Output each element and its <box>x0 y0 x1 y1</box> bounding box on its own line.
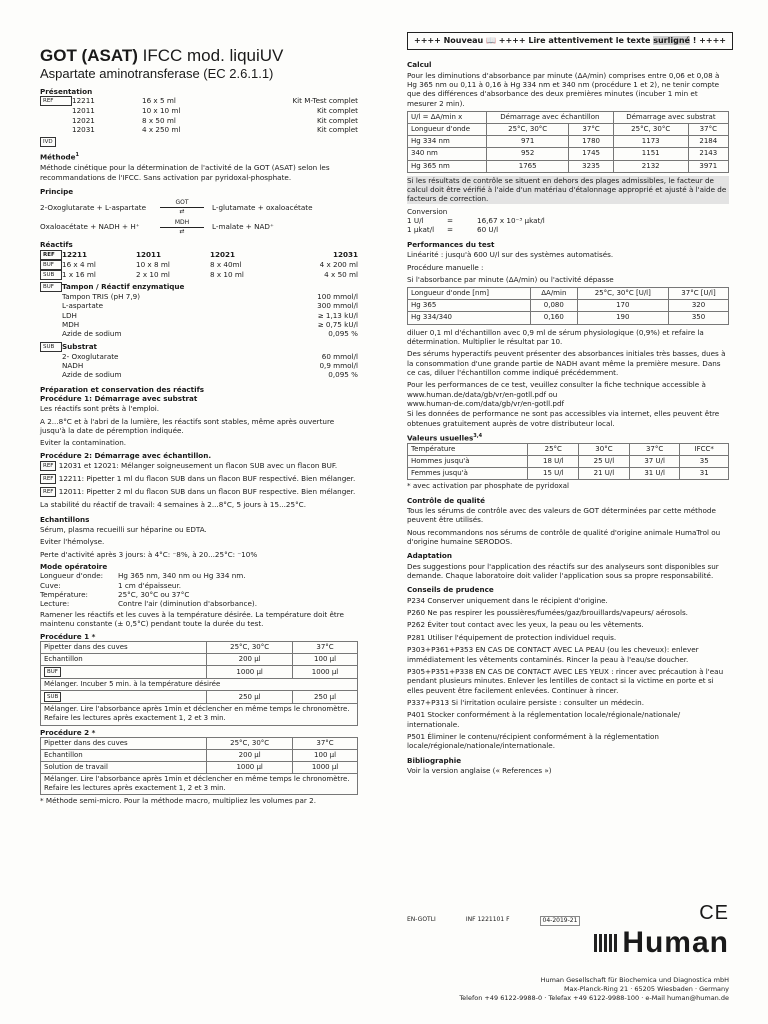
cq-text-1: Tous les sérums de contrôle avec des valeurs de GOT déterminées par cette méthode peuvent être utilisés. <box>407 505 716 525</box>
reaction-arrow-1: GOT ⇄ <box>160 199 204 216</box>
prudence-item: P281 Utiliser l'équipement de protection individuel requis. <box>407 632 617 642</box>
perf-text-2: Procédure manuelle : <box>407 262 484 272</box>
doc-code: EN-GOTLI <box>407 916 436 924</box>
p1-heading: Procédure 1 * <box>40 631 96 641</box>
p2-note-cell: Mélanger. Lire l'absorbance après 1min et déclencher en même temps le chronomètre. Refaire les lectures après exactement 1, 2 et 3 min. <box>41 774 358 795</box>
perf-cell: 0,080 <box>531 300 578 312</box>
calc-cell: 1151 <box>613 148 688 160</box>
p2-row-cell: Solution de travail <box>41 762 207 774</box>
presentation-kit: Kit complet <box>317 115 358 125</box>
mode-list <box>40 571 358 608</box>
biblio-heading: Bibliographie <box>407 755 462 765</box>
composition-name: L-aspartate <box>62 301 104 311</box>
reactifs-col-header: 12031 <box>332 249 358 259</box>
proc2-text-a: REF 12031 et 12021: Mélanger soigneusement un flacon SUB avec un flacon BUF. <box>40 461 358 471</box>
sub-block: SUB Substrat 2- Oxoglutarate 60 mmol/l NADH 0,9 mmol/l Azide de sodium 0,095 % <box>40 342 358 380</box>
reactifs-table <box>40 250 358 280</box>
p2-header-cell: Pipetter dans des cuves <box>41 737 207 749</box>
composition-name: LDH <box>62 310 77 320</box>
brand-logo: Human <box>622 926 729 959</box>
perf-row <box>408 312 729 324</box>
prudence-item: P305+P351+P338 EN CAS DE CONTACT AVEC LES YEUX : rincer avec précaution à l'eau pendant plusieurs minutes. Enlever les lentilles de contact si la victime en porte et si elles peuvent être facilement enlevées. Continuer à rincer. <box>407 666 724 695</box>
prudence-item: P260 Ne pas respirer les poussières/fumées/gaz/brouillards/vapeurs/ aérosols. <box>407 608 688 618</box>
composition-row <box>40 361 358 370</box>
ivd-badge: IVD <box>40 137 56 147</box>
valeurs-header-cell: 30°C <box>579 443 630 455</box>
ref-badge <box>40 116 72 125</box>
perf-text-4: diluer 0,1 ml d'échantillon avec 0,9 ml de sérum physiologique (0,9%) et refaire la détermination. Multiplier le résultat par 10. <box>407 327 704 346</box>
mode-row <box>40 581 358 590</box>
p1-row-cell: Echantillon <box>41 653 207 665</box>
left-column <box>40 46 358 809</box>
composition-row <box>40 320 358 329</box>
valeurs-cell: 31 <box>680 468 729 480</box>
perf-header-cell: Longueur d'onde [nm] <box>408 288 531 300</box>
p1-row-cell <box>41 666 207 679</box>
p1-row-cell: 200 µl <box>207 653 293 665</box>
perf-header-cell: 37°C [U/l] <box>669 288 729 300</box>
reactifs-heading: Réactifs <box>40 240 73 250</box>
mode-note: Ramener les réactifs et les cuves à la température désirée. La température doit être maintenu constante (± 0,5°C) pendant toute la durée du test. <box>40 609 344 629</box>
p2-row-cell: 100 µl <box>293 749 358 761</box>
valeurs-header-cell: IFCC* <box>680 443 729 455</box>
p2-note <box>41 774 358 795</box>
ref-badge <box>40 96 72 106</box>
proc2-text-c: REF 12011: Pipetter 2 ml du flacon SUB dans un flacon BUF respective. Bien mélanger. <box>40 487 358 497</box>
book-icon: 📖 <box>486 36 496 45</box>
valeurs-cell: 25 U/l <box>579 455 630 467</box>
presentation-row <box>40 106 358 115</box>
valeurs-header-cell: Température <box>408 443 528 455</box>
calc-subheader-cell: 37°C <box>569 124 613 136</box>
valeurs-header-cell: 25°C <box>528 443 579 455</box>
reactifs-cell: 1 x 16 ml <box>62 269 96 279</box>
proc2-heading: Procédure 2: Démarrage avec échantillon. <box>40 450 212 460</box>
p1-row <box>41 691 358 704</box>
perf-text-7: Si les données de performance ne sont pas accessibles via internet, elles peuvent être obtenues gratuitement auprès de votre distributeur local. <box>407 409 720 428</box>
calc-row <box>408 148 729 160</box>
p1-header-cell: Pipetter dans des cuves <box>41 641 207 653</box>
inf-code: INF 1221101 F <box>465 916 510 924</box>
composition-value: 100 mmol/l <box>317 291 358 301</box>
page-title: GOT (ASAT) IFCC mod. liquiUV <box>40 46 284 65</box>
perf-header <box>408 288 729 300</box>
mode-row <box>40 590 358 599</box>
perf-table <box>407 287 729 324</box>
composition-name: MDH <box>62 319 80 329</box>
conversion-list <box>407 216 729 235</box>
calc-subheader <box>408 124 729 136</box>
presentation-code: 12011 <box>72 106 95 116</box>
ech-text-2: Eviter l'hémolyse. <box>40 537 105 547</box>
date-code: 04-2019-21 <box>540 916 581 926</box>
perf-cell: Hg 334/340 <box>408 312 531 324</box>
p2-row <box>41 762 358 774</box>
perf-text-6: Pour les performances de ce test, veuillez consulter la fiche technique accessible à www.human.de/data/gb/vr/en-gotll.pdf ou www.human-de.com/data/gb/vr/en-gotll.pdf <box>407 380 706 409</box>
p2-row-cell: 1000 µl <box>293 762 358 774</box>
perf-cell: 0,160 <box>531 312 578 324</box>
reactifs-col-header: 12021 <box>210 249 236 259</box>
reaction-arrow-2: MDH ⇄ <box>160 219 204 236</box>
calc-cell: 1745 <box>569 148 613 160</box>
conversion-unit: 1 µkat/l <box>407 225 435 235</box>
p1-header-cell: 25°C, 30°C <box>207 641 293 653</box>
calc-cell: 2143 <box>688 148 728 160</box>
reagent-label: BUF <box>44 667 61 677</box>
methode-heading: Méthode$^1$ <box>40 152 80 162</box>
presentation-qty: 8 x 50 ml <box>142 115 176 125</box>
reactifs-col-header: 12011 <box>136 249 162 259</box>
p2-header-cell: 37°C <box>293 737 358 749</box>
valeurs-row <box>408 455 729 467</box>
calc-header-cell: Démarrage avec échantillon <box>486 112 613 124</box>
conversion-eq: = <box>447 216 454 226</box>
calc-cell: Hg 365 nm <box>408 160 487 172</box>
calc-row <box>408 136 729 148</box>
p1-row-cell: 1000 µl <box>293 666 358 679</box>
calc-header <box>408 112 729 124</box>
buf-block: BUF Tampon / Réactif enzymatique Tampon TRIS (pH 7,9) 100 mmol/l L-aspartate 300 mmol/l LDH ≥ 1,13 kU/l MDH ≥ 0,75 kU/l Azide de sodium 0,095 % <box>40 282 358 339</box>
valeurs-cell: Femmes jusqu'à <box>408 468 528 480</box>
calc-cell: 1765 <box>486 160 568 172</box>
biblio-text: Voir la version anglaise (« References ») <box>407 766 552 776</box>
perf-cell: 170 <box>577 300 668 312</box>
ref-badge <box>40 125 72 134</box>
composition-row <box>40 292 358 301</box>
calcul-heading: Calcul <box>407 60 432 70</box>
composition-value: 300 mmol/l <box>317 301 358 311</box>
proc1-text-3: Eviter la contamination. <box>40 438 127 448</box>
calc-subheader-cell: 25°C, 30°C <box>613 124 688 136</box>
calc-cell: 340 nm <box>408 148 487 160</box>
adapt-text: Des suggestions pour l'application des réactifs sur des analyseurs sont disponibles sur demande. Chaque laboratoire doit valider l'application sous sa propre responsabilité. <box>407 561 719 581</box>
mode-value: 1 cm d'épaisseur. <box>118 580 182 590</box>
composition-value: ≥ 1,13 kU/l <box>317 310 358 320</box>
composition-row <box>40 311 358 320</box>
conversion-row <box>407 216 729 225</box>
p1-header <box>41 641 358 653</box>
mode-row <box>40 571 358 580</box>
mode-value: Contre l'air (diminution d'absorbance). <box>118 599 258 609</box>
conversion-value: 60 U/l <box>477 225 499 235</box>
perf-header-cell: 25°C, 30°C [U/l] <box>577 288 668 300</box>
reactifs-cell: 2 x 10 ml <box>136 269 170 279</box>
ref-label: REF <box>40 250 62 260</box>
prudence-heading: Conseils de prudence <box>407 585 494 595</box>
perf-link-2[interactable]: www.human-de.com/data/gb/vr/en-gotll.pdf <box>407 399 565 409</box>
composition-name: Azide de sodium <box>62 370 122 380</box>
perf-text-3: Si l'absorbance par minute (ΔA/min) ou l'activité dépasse <box>407 274 614 284</box>
reagent-label: BUF <box>40 260 62 270</box>
proc2-text-b: REF 12211: Pipetter 1 ml du flacon SUB dans un flacon BUF respectivé. Bien mélanger. <box>40 474 358 484</box>
p2-row <box>41 749 358 761</box>
conversion-eq: = <box>447 225 454 235</box>
mode-key: Lecture: <box>40 599 70 609</box>
ref-badge <box>40 106 72 115</box>
cq-text-2: Nous recommandons nos sérums de contrôle de qualité d'origine animale HumaTrol ou d'origine humaine SERODOS. <box>407 527 721 546</box>
presentation-heading: Présentation <box>40 87 93 96</box>
presentation-qty: 10 x 10 ml <box>142 106 181 116</box>
p1-incubation-cell: Mélanger. Incuber 5 min. à la température désirée <box>41 679 358 691</box>
composition-name: NADH <box>62 360 84 370</box>
valeurs-row <box>408 468 729 480</box>
procedure2-table <box>40 737 358 795</box>
reactifs-cell: 4 x 200 ml <box>319 259 358 269</box>
reactifs-cell: 4 x 50 ml <box>324 269 358 279</box>
p2-heading: Procédure 2 * <box>40 727 96 737</box>
proc1-text-1: Les réactifs sont prêts à l'emploi. <box>40 404 160 414</box>
p2-row-cell: Echantillon <box>41 749 207 761</box>
perf-cell: Hg 365 <box>408 300 531 312</box>
prudence-item: P337+P313 Si l'irritation oculaire persiste : consulter un médecin. <box>407 697 645 707</box>
mode-key: Cuve: <box>40 580 61 590</box>
company-address: Max-Planck-Ring 21 · 65205 Wiesbaden · Germany <box>563 984 729 993</box>
company-name: Human Gesellschaft für Biochemica und Diagnostica mbH <box>540 976 729 984</box>
reaction-1: 2-Oxoglutarate + L-aspartate GOT ⇄ L-glutamate + oxaloacétate <box>40 199 313 216</box>
presentation-kit: Kit complet <box>317 106 358 116</box>
composition-name: Azide de sodium <box>62 329 122 339</box>
p2-row-cell: 1000 µl <box>207 762 293 774</box>
principe-heading: Principe <box>40 186 74 196</box>
ref-label: REF <box>40 96 72 106</box>
valeurs-heading: Valeurs usuelles$^{3,4}$ <box>407 433 483 443</box>
perf-header-cell: ΔA/min <box>531 288 578 300</box>
valeurs-cell: 35 <box>680 455 729 467</box>
p1-row-cell: 250 µl <box>293 691 358 704</box>
composition-row <box>40 329 358 338</box>
ref-badge <box>40 250 62 260</box>
p1-note <box>41 704 358 725</box>
calc-cell: 2132 <box>613 160 688 172</box>
page-subtitle: Aspartate aminotransferase (EC 2.6.1.1) <box>40 66 274 81</box>
p2-header-cell: 25°C, 30°C <box>207 737 293 749</box>
reactifs-header <box>40 250 358 260</box>
conversion-unit: 1 U/l <box>407 216 424 226</box>
right-column <box>407 32 729 779</box>
calc-subheader-cell: 25°C, 30°C <box>486 124 568 136</box>
presentation-code: 12031 <box>72 125 95 135</box>
ech-text-1: Sérum, plasma recueilli sur héparine ou EDTA. <box>40 524 207 534</box>
valeurs-header-cell: 37°C <box>629 443 680 455</box>
valeurs-cell: 18 U/l <box>528 455 579 467</box>
prudence-item: P262 Éviter tout contact avec les yeux, la peau ou les vêtements. <box>407 620 644 630</box>
company-contact: Telefon +49 6122-9988-0 · Telefax +49 6122-9988-100 · e-Mail human@human.de <box>459 993 729 1002</box>
footer <box>407 900 729 1002</box>
proc1-text-2: A 2...8°C et à l'abri de la lumière, les réactifs sont stables, même après ouverture jusqu'à la date de péremption indiquée. <box>40 416 335 436</box>
calc-cell: 2184 <box>688 136 728 148</box>
p1-row-cell: 100 µl <box>293 653 358 665</box>
conversion-value: 16,67 x 10⁻³ µkat/l <box>477 216 545 226</box>
reagent-badge <box>40 270 62 280</box>
conversion-heading: Conversion <box>407 206 448 216</box>
presentation-row <box>40 125 358 134</box>
p1-row <box>41 653 358 665</box>
valeurs-cell: 31 U/l <box>629 468 680 480</box>
reagent-badge <box>40 260 62 270</box>
prudence-item: P303+P361+P353 EN CAS DE CONTACT AVEC LA PEAU (ou les cheveux): enlever immédiatement les vêtements contaminés. Rincer la peau à l'eau/se doucher. <box>407 645 699 664</box>
mode-value: 25°C, 30°C ou 37°C <box>118 590 190 600</box>
mode-key: Température: <box>40 590 88 600</box>
calc-cell: 3971 <box>688 160 728 172</box>
valeurs-cell: 37 U/l <box>629 455 680 467</box>
echantillons-heading: Echantillons <box>40 514 90 524</box>
prudence-list <box>407 596 729 751</box>
presentation-row <box>40 116 358 125</box>
prep-heading: Préparation et conservation des réactifs <box>40 384 204 394</box>
p1-row-cell <box>41 691 207 704</box>
p1-header-cell: 37°C <box>293 641 358 653</box>
reactifs-cell: 16 x 4 ml <box>62 259 96 269</box>
calc-cell: 1173 <box>613 136 688 148</box>
calcul-text: Pour les diminutions d'absorbance par minute (ΔA/min) comprises entre 0,06 et 0,08 à Hg 365 nm ou 0,11 à 0,16 à Hg 334 nm et 340 nm (procédure 1 et 2), ne tenir compte que des différences d'absorbance des deux premières minutes (incuber 1 min et mesurer 2 min). <box>407 70 720 108</box>
reactifs-col-header: 12211 <box>62 249 88 259</box>
valeurs-note: * avec activation par phosphate de pyridoxal <box>407 481 570 491</box>
perf-cell: 190 <box>577 312 668 324</box>
adapt-heading: Adaptation <box>407 551 452 561</box>
calc-cell: 3235 <box>569 160 613 172</box>
calc-cell: 952 <box>486 148 568 160</box>
calc-cell: 1780 <box>569 136 613 148</box>
conversion-row <box>407 225 729 234</box>
presentation-kit: Kit M-Test complet <box>292 96 358 106</box>
mode-heading: Mode opératoire <box>40 562 108 571</box>
p2-row-cell: 200 µl <box>207 749 293 761</box>
presentation-row <box>40 96 358 106</box>
p1-row <box>41 666 358 679</box>
methode-text: Méthode cinétique pour la détermination de l'activité de la GOT (ASAT) selon les recommandations de l'IFCC. Sans activation par pyridoxal-phosphate. <box>40 163 330 182</box>
perf-heading: Performances du test <box>407 239 495 249</box>
cq-heading: Contrôle de qualité <box>407 495 485 505</box>
notice-banner: ++++ Nouveau 📖 ++++ Lire attentivement le texte surligné ! ++++ <box>407 32 733 50</box>
reagent-label: SUB <box>40 270 62 280</box>
composition-value: 0,9 mmol/l <box>319 360 358 370</box>
perf-link-1[interactable]: www.human.de/data/gb/vr/en-gotll.pdf ou <box>407 389 558 399</box>
composition-value: 60 mmol/l <box>321 351 358 361</box>
mode-key: Longueur d'onde: <box>40 571 104 581</box>
perf-text-1: Linéarité : jusqu'à 600 U/l sur des systèmes automatisés. <box>407 250 614 260</box>
p1-row-cell: 1000 µl <box>207 666 293 679</box>
presentation-qty: 4 x 250 ml <box>142 125 181 135</box>
presentation-kit: Kit complet <box>317 125 358 135</box>
composition-row <box>40 370 358 379</box>
valeurs-table <box>407 443 729 480</box>
reaction-2: Oxaloacétate + NADH + H⁺ MDH ⇄ L-malate + NAD⁺ <box>40 218 274 235</box>
perf-cell: 350 <box>669 312 729 324</box>
mode-value: Hg 365 nm, 340 nm ou Hg 334 nm. <box>118 571 246 581</box>
calc-cell: Hg 334 nm <box>408 136 487 148</box>
calc-cell: 971 <box>486 136 568 148</box>
proc1-heading: Procédure 1: Démarrage avec substrat <box>40 394 198 404</box>
ech-text-3: Perte d'activité après 3 jours: à 4°C: ⁻8%, à 20...25°C: ⁻10% <box>40 549 258 559</box>
calcul-highlight: Si les résultats de contrôle se situent en dehors des plages admissibles, le facteur de calcul doit être vérifié à l'aide d'un matériau d'étalonnage approprié et ajusté à l'aide de facteurs de correction. <box>407 176 729 204</box>
valeurs-header <box>408 443 729 455</box>
ce-mark: CE <box>699 902 729 924</box>
prudence-item: P234 Conserver uniquement dans le récipient d'origine. <box>407 595 608 605</box>
reactifs-row <box>40 270 358 280</box>
composition-row <box>40 301 358 310</box>
prudence-item: P401 Stocker conformément à la réglementation locale/régionale/nationale/ internationale. <box>407 710 681 729</box>
presentation-qty: 16 x 5 ml <box>142 96 176 106</box>
calc-row <box>408 160 729 172</box>
calc-subheader-cell: Longueur d'onde <box>408 124 487 136</box>
valeurs-cell: 21 U/l <box>579 468 630 480</box>
proc2-stability: La stabilité du réactif de travail: 4 semaines à 2...8°C, 5 jours à 15...25°C. <box>40 500 306 510</box>
prudence-item: P501 Éliminer le contenu/récipient conformément à la réglementation locale/régionale/nationale/internationale. <box>407 732 659 751</box>
presentation-list <box>40 96 358 134</box>
calc-header-cell: U/l = ΔA/min x <box>408 112 487 124</box>
composition-name: Tampon TRIS (pH 7,9) <box>62 291 141 301</box>
p1-row-cell: 250 µl <box>207 691 293 704</box>
composition-row <box>40 352 358 361</box>
reactifs-cell: 10 x 8 ml <box>136 259 170 269</box>
mode-row <box>40 599 358 608</box>
perf-cell: 320 <box>669 300 729 312</box>
footnote: * Méthode semi-micro. Pour la méthode macro, multipliez les volumes par 2. <box>40 796 317 806</box>
reactifs-row <box>40 260 358 270</box>
valeurs-cell: Hommes jusqu'à <box>408 455 528 467</box>
calcul-table <box>407 111 729 172</box>
composition-value: 0,095 % <box>328 329 358 339</box>
reactifs-cell: 8 x 10 ml <box>210 269 244 279</box>
composition-value: 0,095 % <box>328 370 358 380</box>
composition-name: 2- Oxoglutarate <box>62 351 119 361</box>
procedure1-table <box>40 641 358 726</box>
composition-value: ≥ 0,75 kU/l <box>317 319 358 329</box>
perf-row <box>408 300 729 312</box>
presentation-code: 12021 <box>72 115 95 125</box>
p1-incubation <box>41 679 358 691</box>
perf-text-5: Des sérums hyperactifs peuvent présenter des absorbances initiales très basses, dues à la consommation d'une grande partie de NADH avant même la première mesure. Dans ce cas, diluer l'échantillon comme indiqué précédemment. <box>407 349 726 377</box>
valeurs-cell: 15 U/l <box>528 468 579 480</box>
p2-header <box>41 737 358 749</box>
calc-subheader-cell: 37°C <box>688 124 728 136</box>
p1-note-cell: Mélanger. Lire l'absorbance après 1min et déclencher en même temps le chronomètre. Refaire les lectures après exactement 1, 2 et 3 min. <box>41 704 358 725</box>
reagent-label: SUB <box>44 692 61 702</box>
brand-logo-icon <box>594 934 618 952</box>
reactifs-cell: 8 x 40ml <box>210 259 242 269</box>
presentation-code: 12211 <box>72 96 95 106</box>
calc-header-cell: Démarrage avec substrat <box>613 112 728 124</box>
